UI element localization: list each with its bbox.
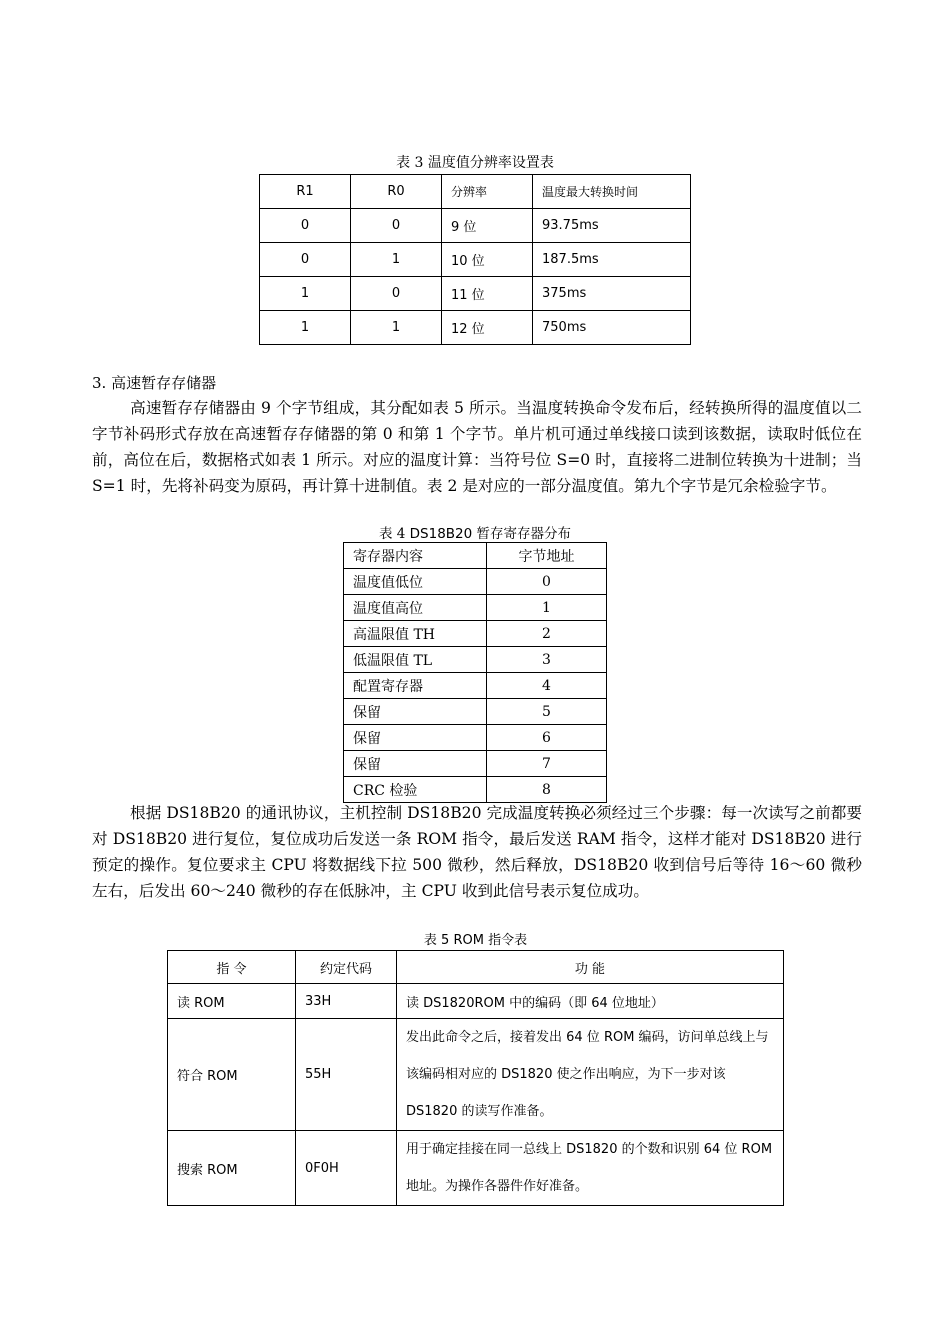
table-cell: 2 (487, 621, 607, 647)
table-cell: 375ms (533, 277, 691, 311)
table-cell: 用于确定挂接在同一总线上 DS1820 的个数和识别 64 位 ROM 地址。为操作各器件作好准备。 (397, 1131, 784, 1206)
table-row (344, 777, 607, 803)
table-cell: 1 (487, 595, 607, 621)
table-row (260, 277, 691, 311)
table-header-row (168, 951, 784, 984)
paragraph-text: 根据 DS18B20 的通讯协议，主机控制 DS18B20 完成温度转换必须经过三个步骤：每一次读写之前都要对 DS18B20 进行复位，复位成功后发送一条 ROM 指令，最后发送 RAM 指令，这样才能对 DS18B20 进行预定的操作。复位要求主 CPU 将数据线下拉 500 微秒，然后释放，DS18B20 收到信号后等待 16～60 微秒左右，后发出 60～240 微秒的存在低脉冲，主 CPU 收到此信号表示复位成功。 (92, 804, 862, 900)
rom-command-table (167, 950, 784, 1206)
table-cell: 11 位 (442, 277, 533, 311)
caption-code: DS18B20 (409, 526, 473, 542)
header-cell: 温度最大转换时间 (533, 175, 691, 209)
table-header-row (260, 175, 691, 209)
table-row (168, 1131, 784, 1206)
table-cell: 1 (260, 311, 351, 345)
header-cell: 约定代码 (296, 951, 397, 984)
table4-caption (343, 522, 607, 542)
table-cell: 5 (487, 699, 607, 725)
table-cell: 保留 (344, 751, 487, 777)
table-cell: 保留 (344, 725, 487, 751)
table-cell: 10 位 (442, 243, 533, 277)
table-row (344, 673, 607, 699)
table-cell: 1 (351, 311, 442, 345)
table-cell: 0 (351, 277, 442, 311)
header-cell: R0 (351, 175, 442, 209)
table-row (260, 243, 691, 277)
table-row (168, 1019, 784, 1131)
table-cell: 温度值高位 (344, 595, 487, 621)
table-cell: 搜索 ROM (168, 1131, 296, 1206)
table-header-row (344, 543, 607, 569)
table-cell: 9 位 (442, 209, 533, 243)
table-cell: 0F0H (296, 1131, 397, 1206)
table-cell: 符合 ROM (168, 1019, 296, 1131)
table-cell: CRC 检验 (344, 777, 487, 803)
header-cell: 字节地址 (487, 543, 607, 569)
paragraph-scratchpad (92, 395, 862, 499)
caption-suffix: 暂存寄存器分布 (472, 526, 572, 542)
table-cell: 读 DS1820ROM 中的编码（即 64 位地址） (397, 984, 784, 1019)
table-cell: 发出此命令之后，接着发出 64 位 ROM 编码，访问单总线上与该编码相对应的 DS1820 使之作出响应，为下一步对该 DS1820 的读写作准备。 (397, 1019, 784, 1131)
table-row (168, 984, 784, 1019)
table-cell: 高温限值 TH (344, 621, 487, 647)
table-cell: 3 (487, 647, 607, 673)
table-cell: 1 (351, 243, 442, 277)
table-row (344, 699, 607, 725)
table-cell: 750ms (533, 311, 691, 345)
table-cell: 4 (487, 673, 607, 699)
caption-prefix: 表 4 (378, 526, 410, 542)
table-row (344, 751, 607, 777)
table-cell: 保留 (344, 699, 487, 725)
table-cell: 0 (260, 209, 351, 243)
header-cell: 分辨率 (442, 175, 533, 209)
table-cell: 读 ROM (168, 984, 296, 1019)
table-cell: 55H (296, 1019, 397, 1131)
header-cell: 功 能 (397, 951, 784, 984)
table-cell: 低温限值 TL (344, 647, 487, 673)
table-row (344, 647, 607, 673)
table-cell: 0 (351, 209, 442, 243)
header-cell: R1 (260, 175, 351, 209)
table-cell: 0 (260, 243, 351, 277)
table-cell: 1 (260, 277, 351, 311)
table-cell: 配置寄存器 (344, 673, 487, 699)
header-cell: 寄存器内容 (344, 543, 487, 569)
resolution-table (259, 174, 691, 345)
table-cell: 6 (487, 725, 607, 751)
paragraph-protocol (92, 800, 862, 904)
table3-caption: 表 3 温度值分辨率设置表 (396, 155, 554, 171)
table-cell: 7 (487, 751, 607, 777)
scratchpad-table (343, 542, 607, 803)
table-row (344, 569, 607, 595)
table-cell: 93.75ms (533, 209, 691, 243)
header-cell: 指 令 (168, 951, 296, 984)
table-cell: 温度值低位 (344, 569, 487, 595)
table5-caption: 表 5 ROM 指令表 (423, 933, 528, 948)
table-cell: 187.5ms (533, 243, 691, 277)
table-cell: 0 (487, 569, 607, 595)
table-cell: 8 (487, 777, 607, 803)
table-cell: 33H (296, 984, 397, 1019)
paragraph-text: 高速暂存存储器由 9 个字节组成，其分配如表 5 所示。当温度转换命令发布后，经转换所得的温度值以二字节补码形式存放在高速暂存存储器的第 0 和第 1 个字节。单片机可通过单线接口读到该数据，读取时低位在前，高位在后，数据格式如表 1 所示。对应的温度计算：当符号位 S=0 时，直接将二进制位转换为十进制；当 S=1 时，先将补码变为原码，再计算十进制值。表 2 是对应的一部分温度值。第九个字节是冗余检验字节。 (92, 399, 862, 495)
table-row (260, 209, 691, 243)
table-row (344, 725, 607, 751)
table-row (260, 311, 691, 345)
section-heading: 3. 高速暂存存储器 (92, 374, 217, 392)
table-row (344, 621, 607, 647)
table-cell: 12 位 (442, 311, 533, 345)
table-row (344, 595, 607, 621)
